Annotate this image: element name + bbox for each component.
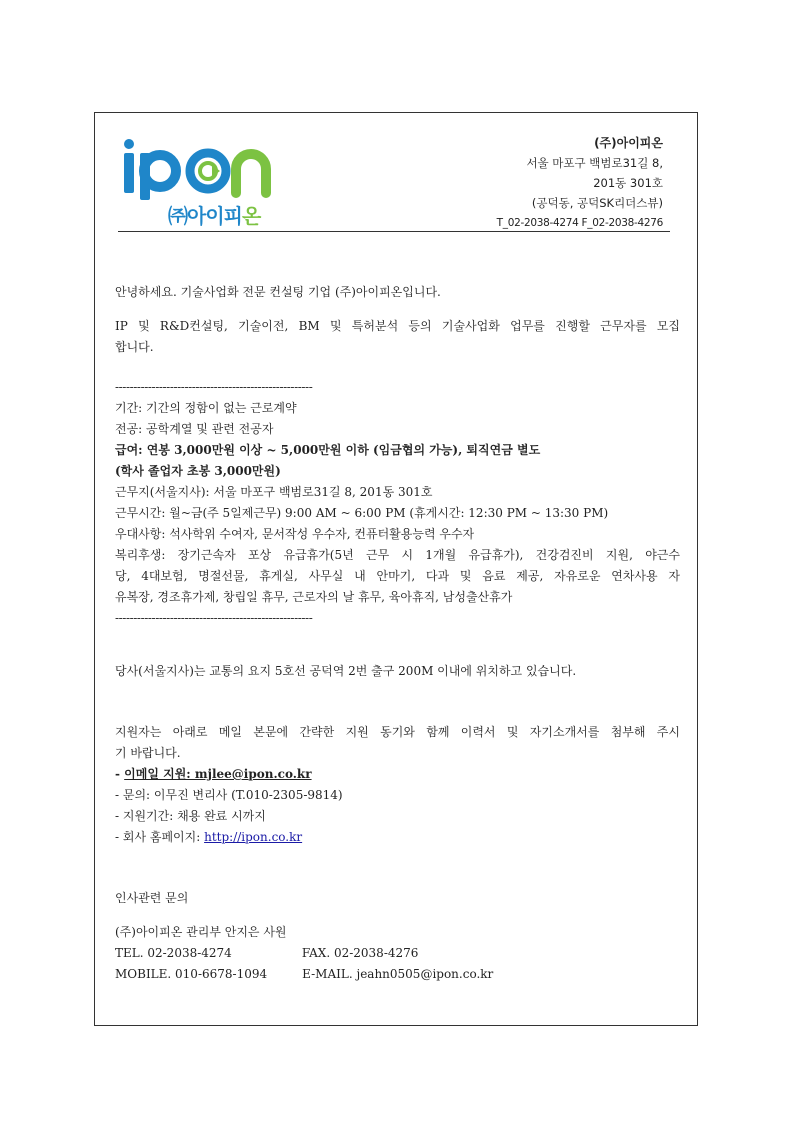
address-line: 서울 마포구 백범로31길 8,: [526, 156, 663, 170]
office-note: 당사(서울지사)는 교통의 요지 5호선 공덕역 2번 출구 200M 이내에 위치하고 있습니다.: [115, 664, 577, 678]
hr-person: (주)아이피온 관리부 안지은 사원: [115, 925, 287, 939]
hr-tel-fax: TEL. 02-2038-4274 FAX. 02-2038-4276: [115, 946, 419, 960]
divider-line: ------------------------------------------------------: [115, 611, 313, 625]
recruit-text: IP 및 R&D컨설팅, 기술이전, BM 및 특허분석 등의 기술사업화 업무를 진행할 근무자를 모집: [115, 319, 680, 333]
apply-text: 지원자는 아래로 메일 본문에 간략한 지원 동기와 함께 이력서 및 자기소개서를 첨부해 주시: [115, 725, 680, 739]
condition-period: 기간: 기간의 정함이 없는 근로계약: [115, 401, 297, 415]
condition-benefits: 복리후생: 장기근속자 포상 유급휴가(5년 근무 시 1개월 유급휴가), 건강검진비 지원, 야근수: [115, 548, 680, 562]
address-line: (공덕동, 공덕SK리더스뷰): [531, 196, 663, 210]
condition-preferred: 우대사항: 석사학위 수여자, 문서작성 우수자, 컨퓨터활용능력 우수자: [115, 527, 475, 541]
condition-salary-note: (학사 졸업자 초봉 3,000만원): [115, 464, 281, 478]
apply-text: 기 바랍니다.: [115, 746, 181, 760]
letter-body: [115, 282, 680, 985]
recruit-text: 합니다.: [115, 340, 154, 354]
condition-salary: 급여: 연봉 3,000만원 이상 ~ 5,000만원 이하 (임금협의 가능), 퇴직연금 별도: [115, 443, 541, 457]
company-logo: [122, 138, 282, 228]
condition-major: 전공: 공학계열 및 관련 전공자: [115, 422, 274, 436]
address-line: 201동 301호: [593, 176, 663, 190]
condition-benefits: 유복장, 경조휴가제, 창립일 휴무, 근로자의 날 휴무, 육아휴직, 남성출산휴가: [115, 590, 513, 604]
apply-contact: - 문의: 이무진 변리사 (T.010-2305-9814): [115, 788, 343, 802]
condition-hours: 근무시간: 월~금(주 5일제근무) 9:00 AM ~ 6:00 PM (휴게시간: 12:30 PM ~ 13:30 PM): [115, 506, 609, 520]
ipon-logo-mark: [122, 138, 282, 200]
divider-line: ------------------------------------------------------: [115, 380, 313, 394]
apply-email-item: - 이메일 지원: mjlee@ipon.co.kr: [115, 767, 312, 781]
apply-deadline: - 지원기간: 채용 완료 시까지: [115, 809, 266, 823]
apply-email[interactable]: 이메일 지원: mjlee@ipon.co.kr: [124, 767, 312, 781]
logo-company-name: ㈜아이피온: [168, 204, 261, 228]
homepage-link[interactable]: http://ipon.co.kr: [204, 830, 303, 844]
company-name: (주)아이피온: [594, 136, 663, 150]
phone-fax: T_02-2038-4274 F_02-2038-4276: [496, 217, 663, 229]
company-contact-block: [497, 133, 663, 233]
condition-benefits: 당, 4대보험, 명절선물, 휴게실, 사무실 내 안마기, 다과 및 음료 제공, 자유로운 연차사용 자: [115, 569, 680, 583]
condition-location: 근무지(서울지사): 서울 마포구 백범로31길 8, 201동 301호: [115, 485, 433, 499]
hr-title: 인사관련 문의: [115, 891, 189, 905]
hr-mobile-email: MOBILE. 010-6678-1094 E-MAIL. jeahn0505@ipon.co.kr: [115, 967, 494, 981]
apply-homepage-item: - 회사 홈페이지: http://ipon.co.kr: [115, 830, 303, 844]
greeting: 안녕하세요. 기술사업화 전문 컨설팅 기업 (주)아이피온입니다.: [115, 285, 441, 299]
header-divider: [118, 231, 670, 232]
